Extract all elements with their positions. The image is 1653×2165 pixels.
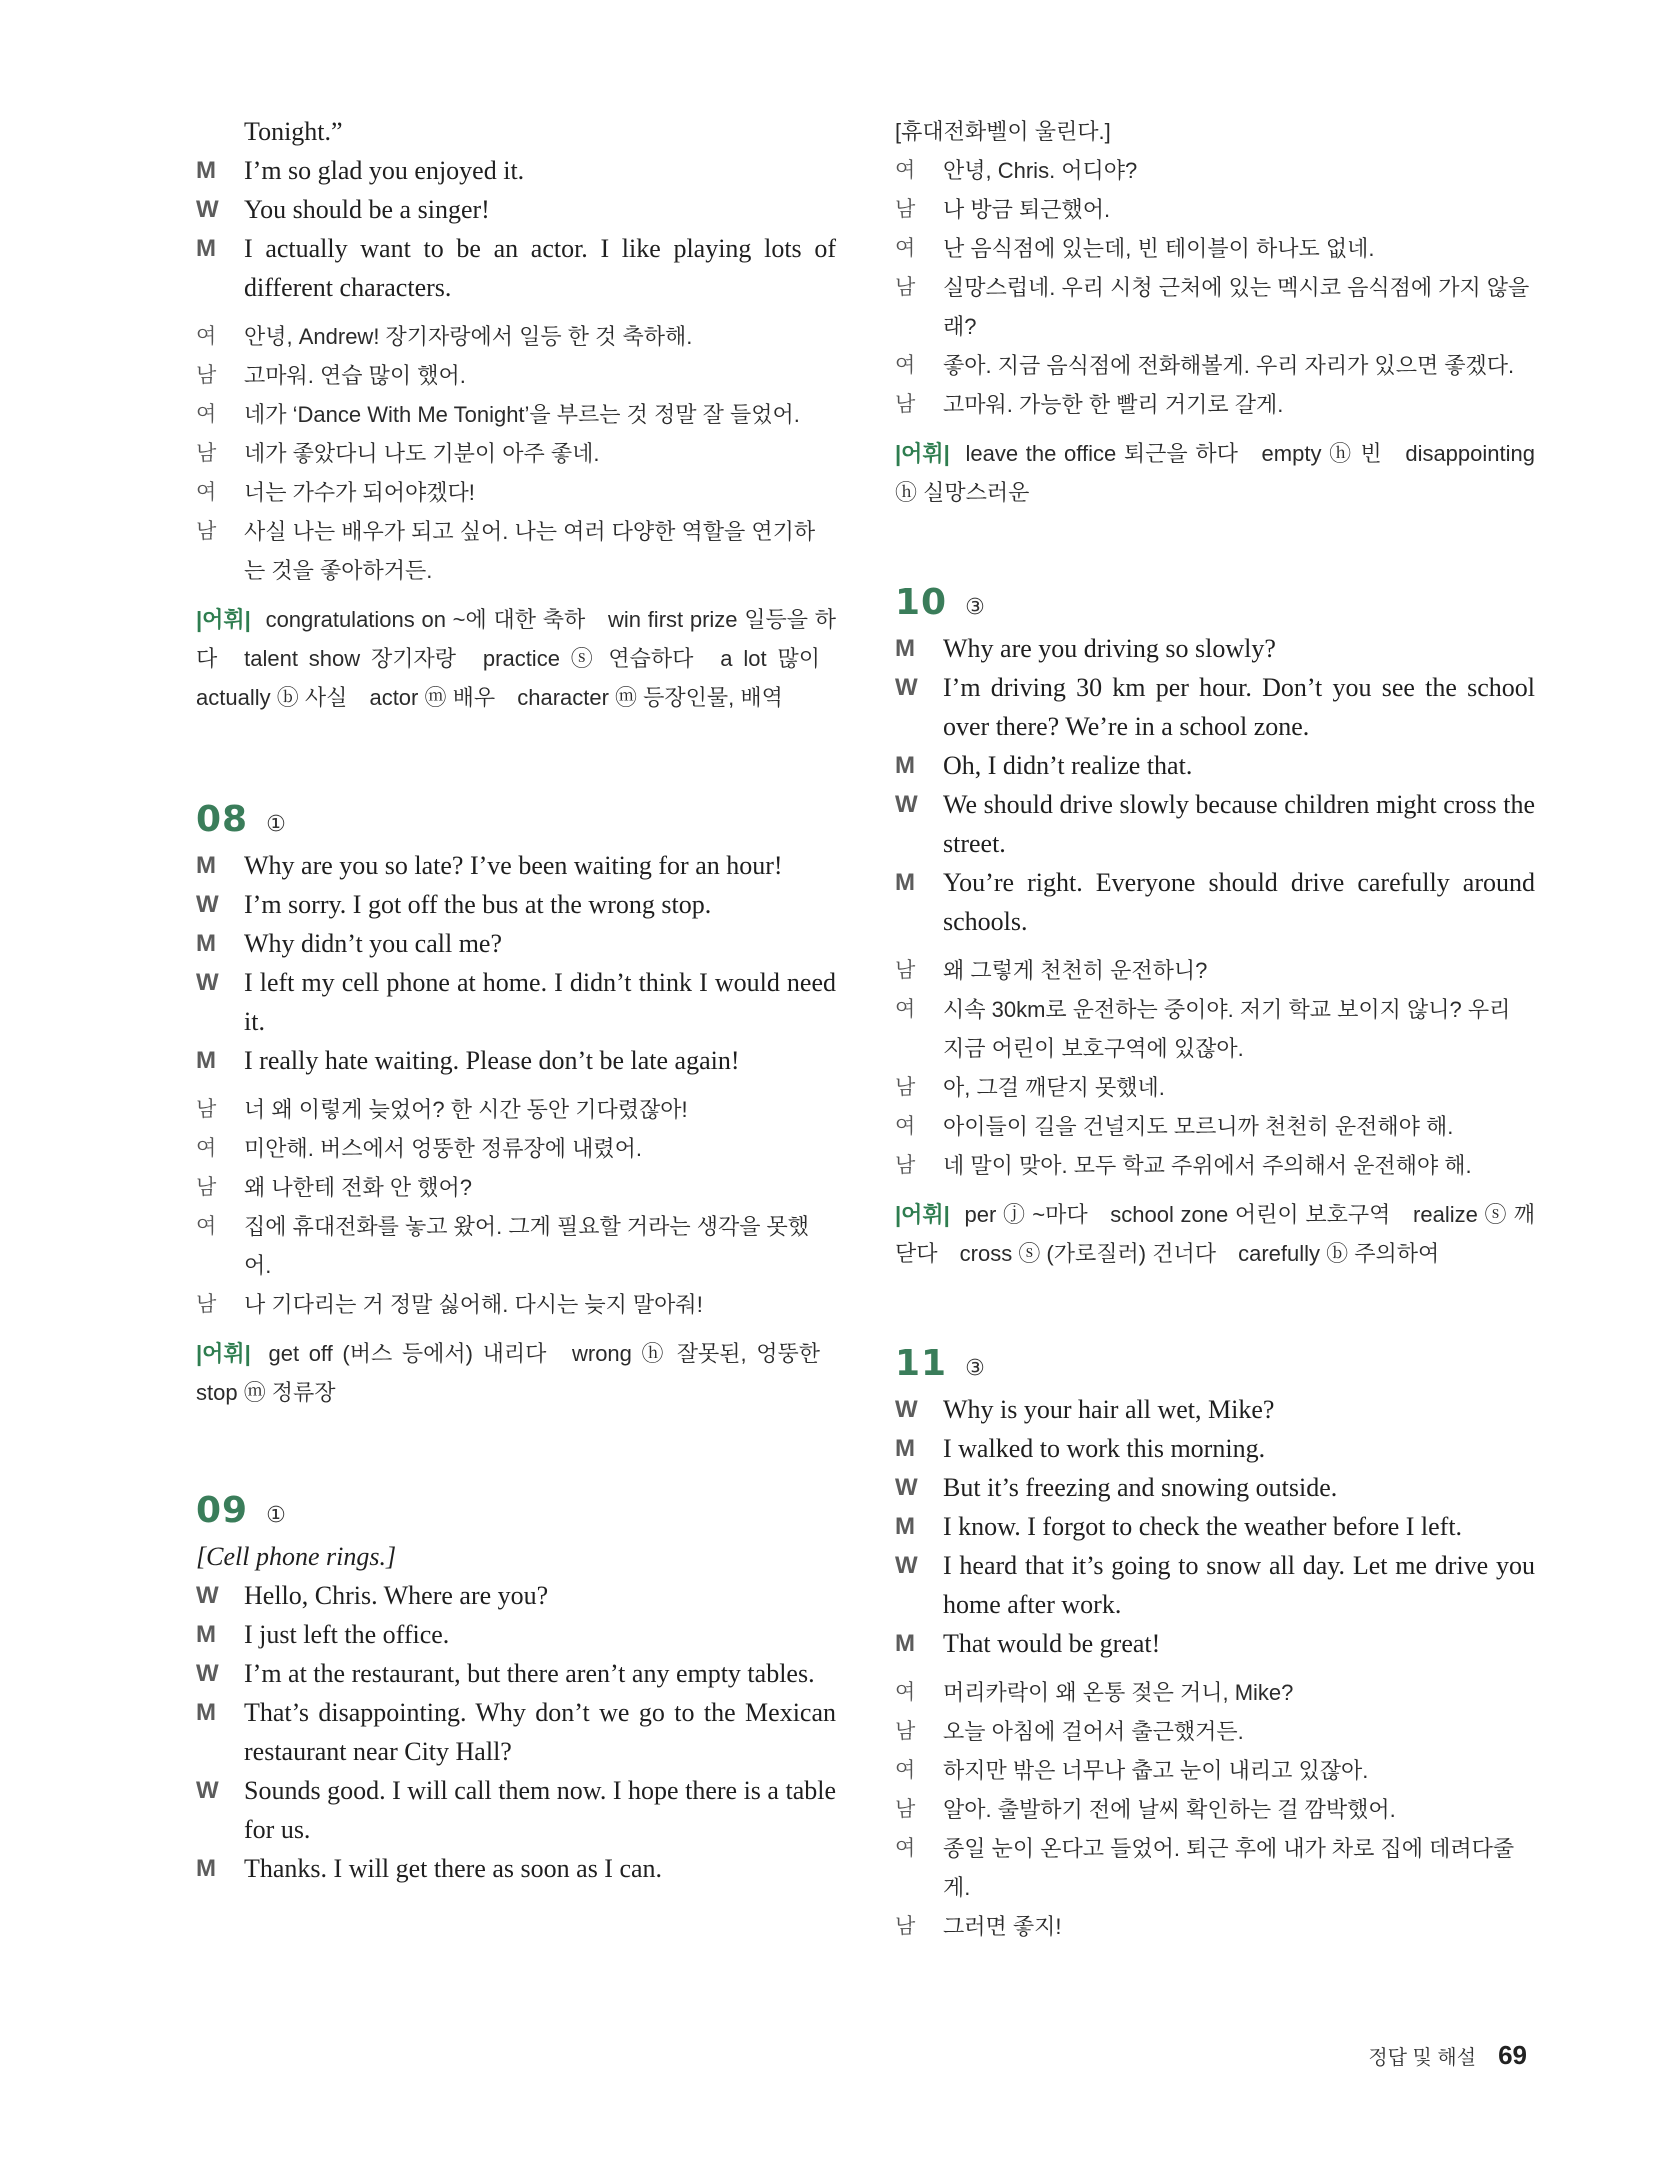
translation-line: 남 네 말이 맞아. 모두 학교 주위에서 주의해서 운전해야 해. — [895, 1153, 1472, 1178]
question-10 — [895, 582, 1535, 1273]
translation-line: 남 고마워. 가능한 한 빨리 거기로 갈게. — [895, 392, 1284, 417]
vocabulary-box: |어휘| per ⓙ ~마다 school zone 어린이 보호구역 realize ⓢ 깨닫다 cross ⓢ (가로질러) 건너다 carefully ⓑ 주의하여 — [895, 1202, 1536, 1266]
translation-line: 여 아이들이 길을 건널지도 모르니까 천천히 운전해야 해. — [895, 1114, 1454, 1139]
translation-line: 남 너 왜 이렇게 늦었어? 한 시간 동안 기다렸잖아! — [196, 1097, 688, 1122]
question-09 — [196, 1490, 836, 1888]
question-number: 09 — [196, 1490, 249, 1531]
dialogue-line: M I’m so glad you enjoyed it. — [196, 156, 525, 185]
continued-dialogue-ko — [196, 317, 836, 590]
answer-mark: ③ — [965, 595, 985, 620]
question-number: 08 — [196, 799, 249, 840]
dialogue-line: Tonight.” — [244, 117, 343, 146]
translation-line: 여 좋아. 지금 음식점에 전화해볼게. 우리 자리가 있으면 좋겠다. — [895, 353, 1515, 378]
dialogue-line: W I’m at the restaurant, but there aren’t any empty tables. — [196, 1659, 815, 1688]
dialogue-line: W I left my cell phone at home. I didn’t think I would need it. — [196, 968, 836, 1036]
dialogue-line: M I really hate waiting. Please don’t be late again! — [196, 1046, 740, 1075]
dialogue-ko — [895, 951, 1535, 1185]
dialogue-en — [196, 1576, 836, 1888]
translation-line: 여 하지만 밖은 너무나 춥고 눈이 내리고 있잖아. — [895, 1758, 1369, 1783]
dialogue-en — [895, 1390, 1535, 1663]
question-09-translation — [895, 112, 1535, 512]
translation-line: 여 난 음식점에 있는데, 빈 테이블이 하나도 없네. — [895, 236, 1375, 261]
translation-line: 남 나 기다리는 거 정말 싫어해. 다시는 늦지 말아줘! — [196, 1292, 703, 1317]
question-08 — [196, 799, 836, 1412]
translation-line: 여 안녕, Andrew! 장기자랑에서 일등 한 것 축하해. — [196, 324, 693, 349]
dialogue-line: W You should be a singer! — [196, 195, 490, 224]
translation-line: 여 머리카락이 왜 온통 젖은 거니, Mike? — [895, 1680, 1294, 1705]
translation-line: 남 나 방금 퇴근했어. — [895, 197, 1111, 222]
dialogue-line: W Sounds good. I will call them now. I hope there is a table for us. — [196, 1776, 836, 1844]
translation-line: 여 집에 휴대전화를 놓고 왔어. 그게 필요할 거라는 생각을 못했어. — [196, 1214, 810, 1278]
dialogue-line: W We should drive slowly because children might cross the street. — [895, 790, 1535, 858]
dialogue-line: M That would be great! — [895, 1629, 1161, 1658]
answer-mark: ① — [266, 812, 286, 837]
dialogue-line: M I walked to work this morning. — [895, 1434, 1266, 1463]
translation-line: 남 오늘 아침에 걸어서 출근했거든. — [895, 1719, 1244, 1744]
dialogue-line: W I’m sorry. I got off the bus at the wrong stop. — [196, 890, 712, 919]
question-header — [895, 1343, 1535, 1384]
stage-direction: [Cell phone rings.] — [196, 1542, 397, 1571]
translation-line: 여 네가 ‘Dance With Me Tonight’을 부르는 것 정말 잘 들었어. — [196, 402, 800, 427]
translation-line: 남 그러면 좋지! — [895, 1914, 1062, 1939]
answer-mark: ③ — [965, 1356, 985, 1381]
dialogue-line: M Oh, I didn’t realize that. — [895, 751, 1193, 780]
dialogue-ko — [895, 151, 1535, 424]
translation-line: 여 시속 30km로 운전하는 중이야. 저기 학교 보이지 않니? 우리 지금 어린이 보호구역에 있잖아. — [895, 997, 1511, 1061]
question-header — [196, 1490, 836, 1531]
dialogue-line: M I actually want to be an actor. I like playing lots of different characters. — [196, 234, 836, 302]
dialogue-line: M Why are you so late? I’ve been waiting for an hour! — [196, 851, 783, 880]
translation-line: 여 미안해. 버스에서 엉뚱한 정류장에 내렸어. — [196, 1136, 642, 1161]
dialogue-line: M I know. I forgot to check the weather before I left. — [895, 1512, 1463, 1541]
translation-line: 여 안녕, Chris. 어디야? — [895, 158, 1138, 183]
translation-line: 남 왜 나한테 전화 안 했어? — [196, 1175, 472, 1200]
dialogue-ko — [196, 1090, 836, 1324]
translation-line: 여 너는 가수가 되어야겠다! — [196, 480, 475, 505]
translation-line: 남 왜 그렇게 천천히 운전하니? — [895, 958, 1208, 983]
translation-line: 여 종일 눈이 온다고 들었어. 퇴근 후에 내가 차로 집에 데려다줄게. — [895, 1836, 1515, 1900]
translation-line: 남 알아. 출발하기 전에 날씨 확인하는 걸 깜박했어. — [895, 1797, 1396, 1822]
dialogue-line: W But it’s freezing and snowing outside. — [895, 1473, 1338, 1502]
dialogue-line: M You’re right. Everyone should drive carefully around schools. — [895, 868, 1535, 936]
right-column — [895, 112, 1535, 1956]
dialogue-en — [196, 846, 836, 1080]
left-column — [196, 112, 836, 1898]
dialogue-line: M Why are you driving so slowly? — [895, 634, 1276, 663]
question-number: 10 — [895, 582, 948, 623]
translation-line: 남 실망스럽네. 우리 시청 근처에 있는 멕시코 음식점에 가지 않을래? — [895, 275, 1530, 339]
question-header — [895, 582, 1535, 623]
stage-direction-ko: [휴대전화벨이 울린다.] — [895, 119, 1111, 144]
dialogue-line: M Thanks. I will get there as soon as I can. — [196, 1854, 663, 1883]
question-11 — [895, 1343, 1535, 1946]
translation-line: 남 아, 그걸 깨닫지 못했네. — [895, 1075, 1165, 1100]
page-number: 69 — [1498, 2040, 1527, 2070]
translation-line: 남 고마워. 연습 많이 했어. — [196, 363, 466, 388]
vocabulary-box: |어휘| get off (버스 등에서) 내리다 wrong ⓗ 잘못된, 엉뚱한 stop ⓜ 정류장 — [196, 1341, 820, 1405]
dialogue-line: M I just left the office. — [196, 1620, 450, 1649]
continued-dialogue-en — [196, 112, 836, 307]
vocabulary-box: |어휘| leave the office 퇴근을 하다 empty ⓗ 빈 disappointing ⓗ 실망스러운 — [895, 441, 1535, 505]
vocabulary-box: |어휘| congratulations on ~에 대한 축하 win first prize 일등을 하다 talent show 장기자랑 practice ⓢ 연습하다 a lot 많이 actually ⓑ 사실 actor ⓜ 배우 character ⓜ 등장인물, 배역 — [196, 607, 836, 710]
answer-mark: ① — [266, 1503, 286, 1528]
question-header — [196, 799, 836, 840]
dialogue-line: W Why is your hair all wet, Mike? — [895, 1395, 1275, 1424]
dialogue-line: W I heard that it’s going to snow all day. Let me drive you home after work. — [895, 1551, 1535, 1619]
translation-line: 남 사실 나는 배우가 되고 싶어. 나는 여러 다양한 역할을 연기하는 것을 좋아하거든. — [196, 519, 816, 583]
dialogue-ko — [895, 1673, 1535, 1946]
dialogue-line: M That’s disappointing. Why don’t we go to the Mexican restaurant near City Hall? — [196, 1698, 836, 1766]
footer-label: 정답 및 해설 — [1368, 2047, 1477, 2069]
question-number: 11 — [895, 1343, 948, 1384]
dialogue-line: W Hello, Chris. Where are you? — [196, 1581, 549, 1610]
dialogue-line: W I’m driving 30 km per hour. Don’t you see the school over there? We’re in a school zone. — [895, 673, 1535, 741]
translation-line: 남 네가 좋았다니 나도 기분이 아주 좋네. — [196, 441, 600, 466]
dialogue-line: M Why didn’t you call me? — [196, 929, 503, 958]
page-footer — [1368, 2040, 1527, 2071]
dialogue-en — [895, 629, 1535, 941]
